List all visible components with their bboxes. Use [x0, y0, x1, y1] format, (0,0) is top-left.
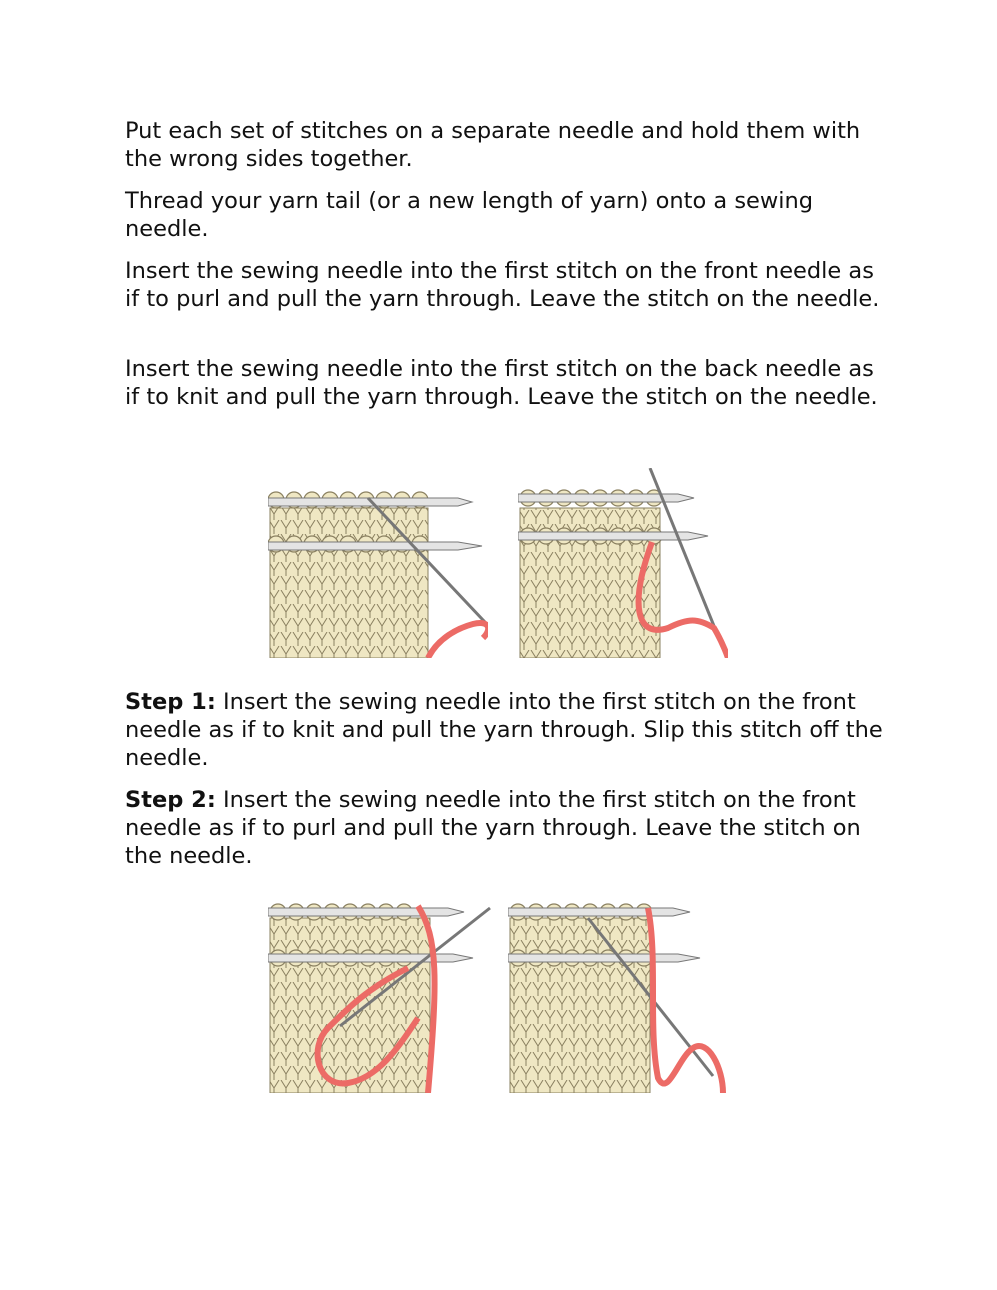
- step-1: [125, 688, 885, 772]
- illustration-step-1: [268, 898, 493, 1093]
- illustration-front-purl: [268, 478, 488, 658]
- paragraph-2: Thread your yarn tail (or a new length of yarn) onto a sewing needle.: [125, 188, 814, 242]
- illustration-step-2: [508, 898, 730, 1093]
- illustration-back-knit: [518, 468, 728, 658]
- paragraph-1: Put each set of stitches on a separate needle and hold them with the wrong sides together.: [125, 118, 861, 172]
- paragraph-4: Insert the sewing needle into the first stitch on the back needle as if to knit and pull the yarn through. Leave the stitch on the needle.: [125, 356, 878, 410]
- paragraph-3: Insert the sewing needle into the first stitch on the front needle as if to purl and pull the yarn through. Leave the stitch on the needle.: [125, 258, 880, 312]
- step-2-text: Insert the sewing needle into the first stitch on the front needle as if to purl and pull the yarn through. Leave the stitch on the needle.: [125, 787, 861, 869]
- step-2: [125, 786, 885, 870]
- step-2-label: Step 2:: [125, 787, 216, 813]
- yarn: [428, 623, 488, 658]
- step-1-text: Insert the sewing needle into the first stitch on the front needle as if to knit and pull the yarn through. Slip this stitch off the needle.: [125, 689, 883, 771]
- front-needle: [268, 542, 482, 550]
- step-1-label: Step 1:: [125, 689, 216, 715]
